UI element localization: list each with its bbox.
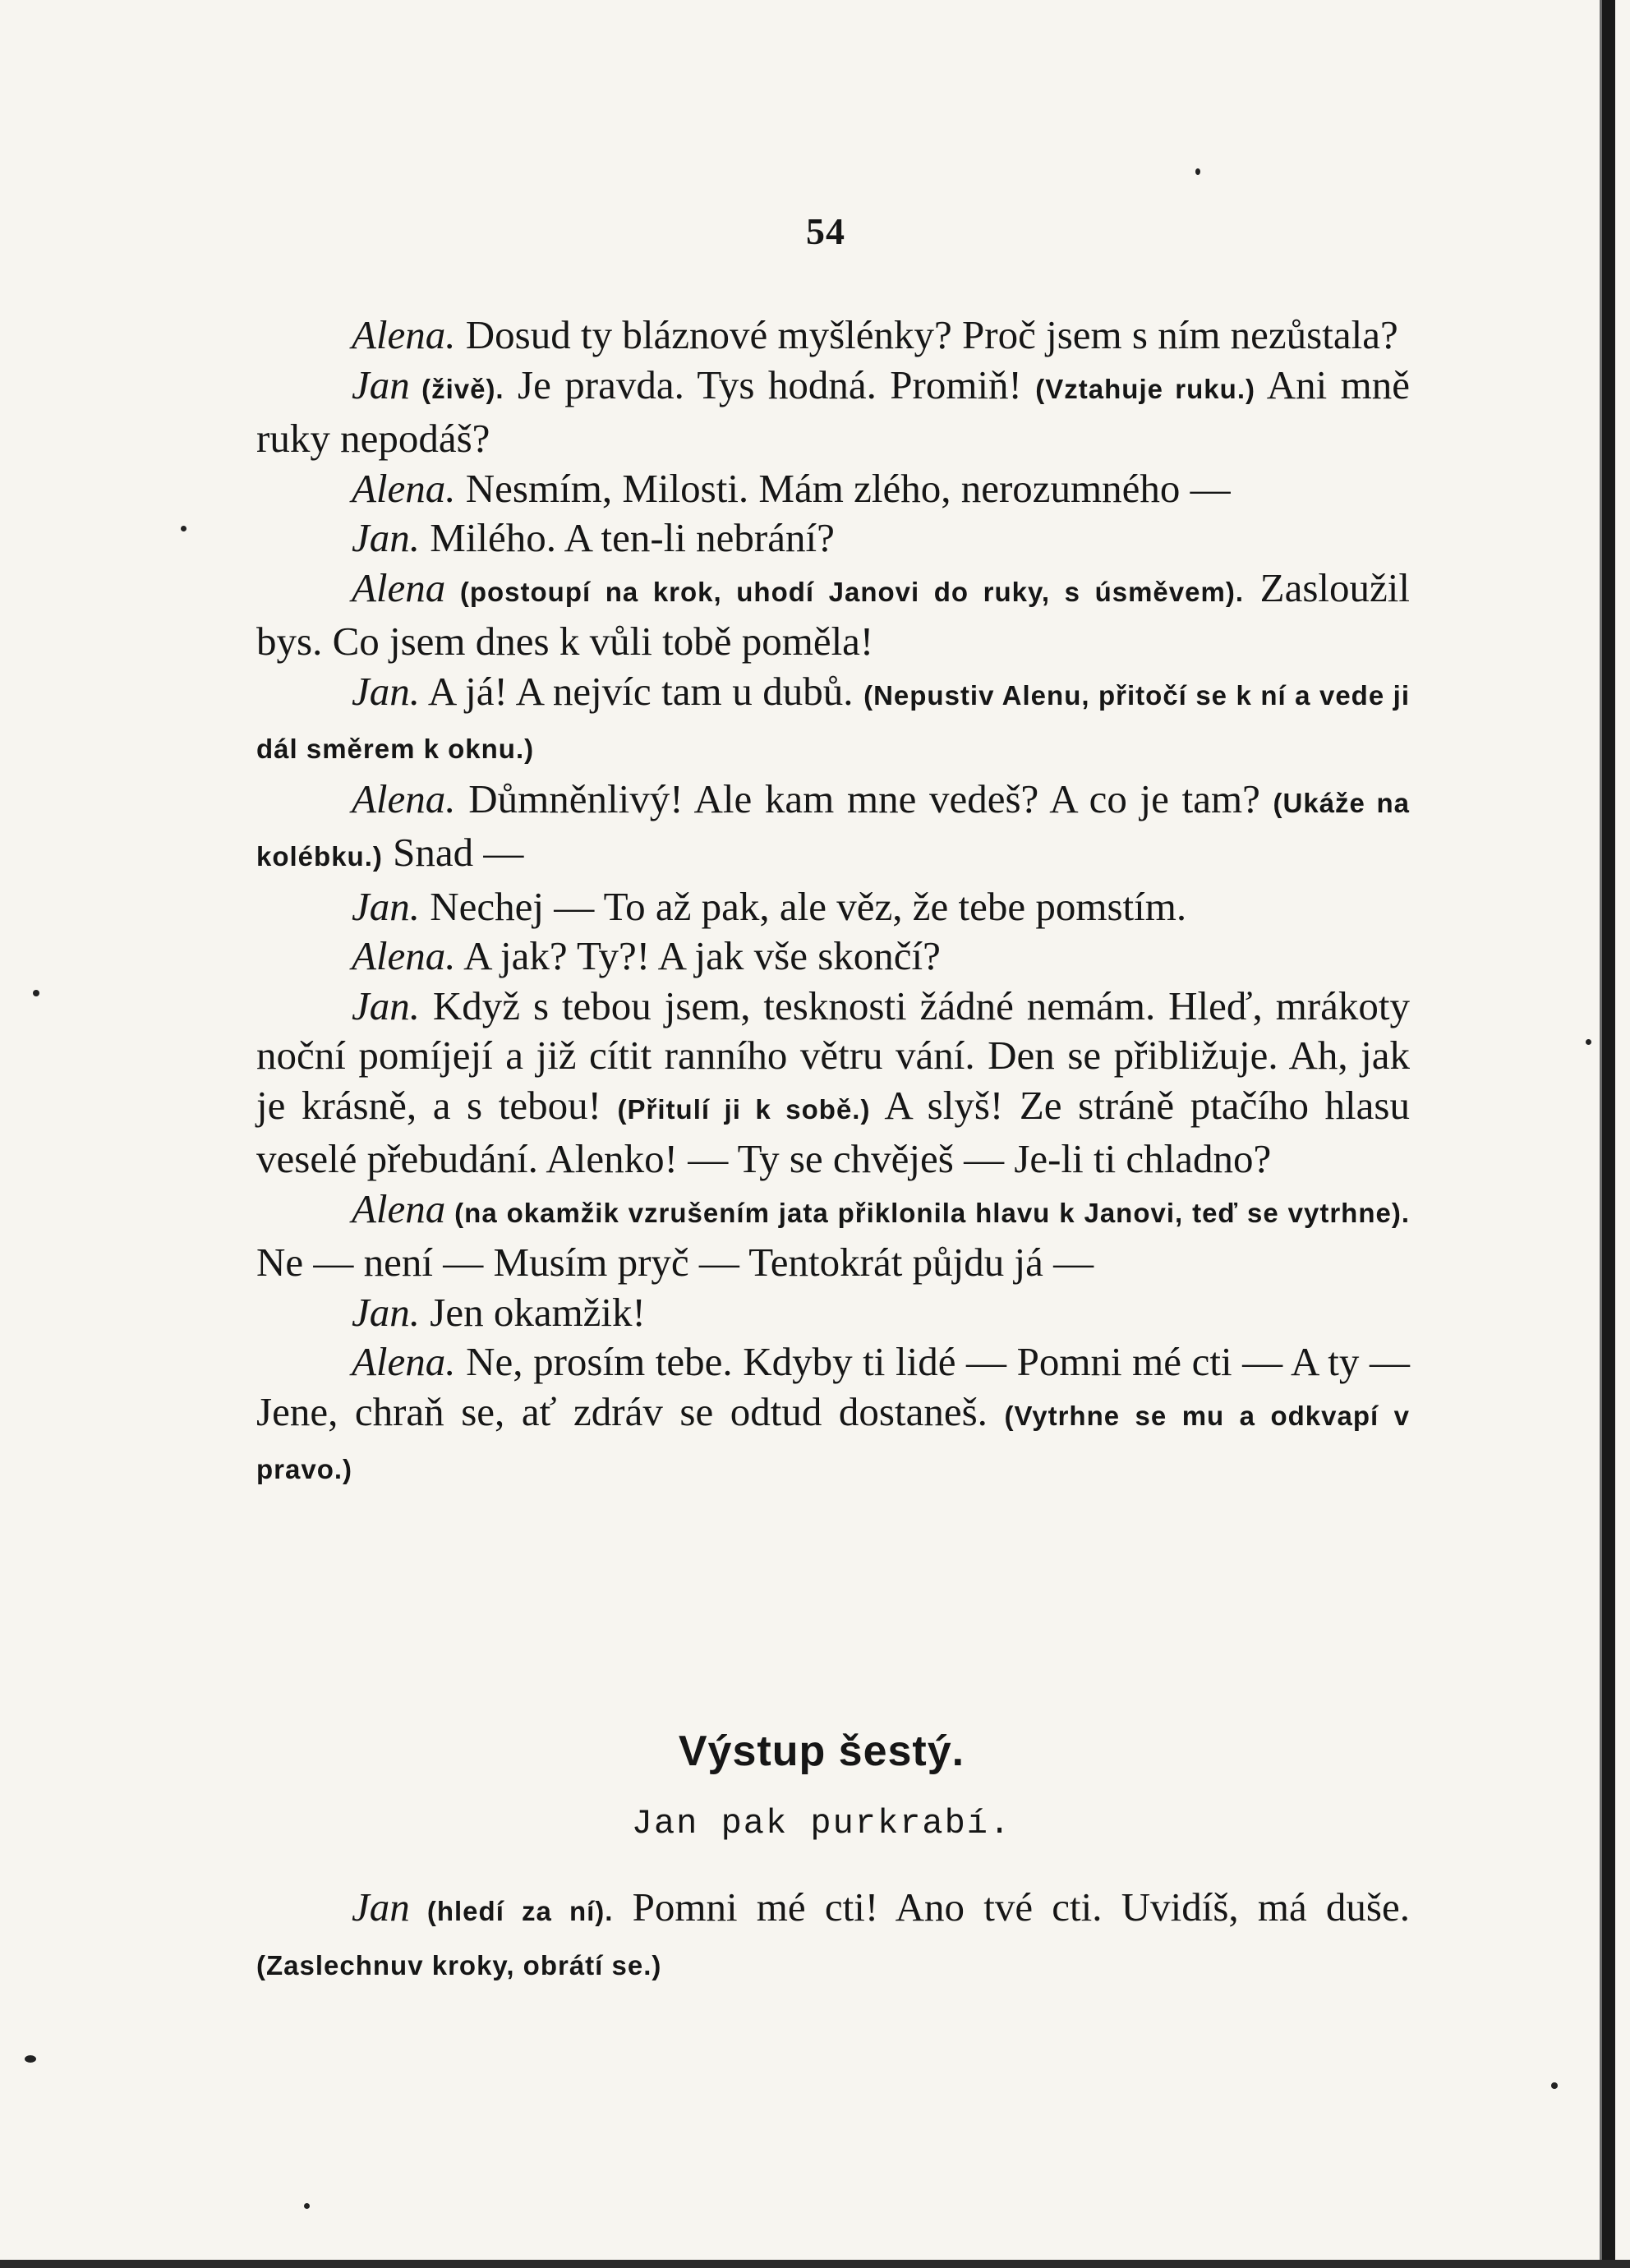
dialogue-paragraph (256, 882, 1410, 932)
scan-speck (1551, 2082, 1558, 2089)
speaker-name: Alena. (352, 312, 456, 357)
stage-direction: (Přitulí ji k sobě.) (617, 1093, 871, 1125)
speaker-name: Jan (352, 1884, 410, 1930)
scan-speck (25, 2055, 36, 2063)
stage-direction: (Ukáže na kolébku.) (256, 787, 1411, 872)
dialogue-paragraph (256, 982, 1410, 1185)
dialogue-paragraph (256, 564, 1410, 667)
speech-text: Ne — není — Musím pryč — Tentokrát půjdu já — (256, 1240, 1094, 1285)
speaker-name: Jan. (352, 982, 420, 1028)
speech-text: A jak? Ty?! A jak vše skončí? (455, 933, 941, 978)
stage-direction: (Vztahuje ruku.) (1035, 373, 1255, 404)
speech-text: A já! A nejvíc tam u dubů. (420, 668, 864, 714)
stage-direction: (hledí za ní). (409, 1896, 614, 1926)
speech-text: A slyš! Ze stráně ptačího hlasu veselé přebudání. Alenko! — Ty se chvěješ — Je-li ti chladno? (256, 1082, 1410, 1181)
stage-direction: (Vytrhne se mu a odkvapí v pravo.) (256, 1400, 1410, 1484)
page-number: 54 (806, 210, 845, 252)
scan-speck (33, 990, 39, 996)
dialogue-paragraph (256, 775, 1410, 882)
dialogue-paragraph (256, 932, 1410, 982)
scan-speck (1586, 1039, 1591, 1045)
stage-direction: (Nepustiv Alenu, přitočí se k ní a vede ji dál směrem k oknu.) (256, 679, 1410, 764)
stage-direction: (živě). (409, 373, 504, 404)
speech-text: Dosud ty bláznové myšlénky? Proč jsem s ním nezůstala? (455, 312, 1398, 357)
speaker-name: Jan. (352, 515, 420, 560)
stage-direction: (na okamžik vzrušením jata přiklonila hlavu k Janovi, teď se vytrhne). (445, 1197, 1410, 1228)
dialogue-paragraph (256, 361, 1410, 464)
scan-edge-bottom (0, 2260, 1630, 2268)
scan-speck (181, 526, 186, 531)
scan-speck (1195, 168, 1200, 175)
speech-text: Ne, prosím tebe. Kdyby ti lidé — Pomni mé cti — A ty — Jene, chraň se, ať zdráv se odtud dostaneš. (256, 1339, 1410, 1434)
speech-text: Důmněnlivý! Ale kam mne vedeš? A co je tam? (455, 775, 1273, 821)
speech-text: Zasloužil bys. Co jsem dnes k vůli tobě poměla! (256, 564, 1410, 664)
speaker-name: Alena. (352, 933, 456, 978)
scene-title: Výstup šestý. (678, 1727, 965, 1775)
scan-speck (304, 2203, 310, 2209)
speaker-name: Alena (352, 1185, 446, 1231)
speech-text: Snad — (382, 830, 524, 875)
speaker-name: Jan. (352, 668, 420, 714)
dialogue-paragraph (256, 667, 1410, 775)
speaker-name: Alena. (352, 465, 456, 511)
speech-text: Když s tebou jsem, tesknosti žádné nemám. Hleď, mrákoty noční pomíjejí a již cítit ranního větru vání. Den se přibližuje. Ah, jak je krásně, a s tebou! (256, 982, 1410, 1128)
dialogue-paragraph (256, 311, 1410, 361)
scene-cast: Jan pak purkrabí. (631, 1804, 1012, 1843)
speech-text: Je pravda. Tys hodná. Promiň! (504, 361, 1036, 407)
speech-text: Nechej — To až pak, ale věz, že tebe pomstím. (420, 883, 1187, 929)
speaker-name: Alena. (352, 775, 456, 821)
scan-edge-right (1602, 0, 1615, 2268)
speaker-name: Jan (352, 361, 410, 407)
speaker-name: Alena (352, 564, 446, 610)
speech-text: Milého. A ten-li nebrání? (420, 515, 835, 560)
dialogue-paragraph (256, 513, 1410, 564)
dialogue-paragraph (256, 1185, 1410, 1288)
speaker-name: Jan. (352, 1289, 420, 1335)
speaker-name: Jan. (352, 883, 420, 929)
speech-text: Pomni mé cti! Ano tvé cti. Uvidíš, má duše. (613, 1884, 1410, 1930)
speaker-name: Alena. (352, 1339, 456, 1384)
dialogue-block (256, 311, 1410, 1495)
dialogue-paragraph (256, 1337, 1410, 1495)
speech-text: Nesmím, Milosti. Mám zlého, nerozumného — (455, 465, 1231, 511)
speech-text: Jen okamžik! (420, 1289, 646, 1335)
dialogue-paragraph (256, 1883, 1410, 1990)
dialogue-block-2 (256, 1883, 1410, 1990)
speech-text: Ani mně ruky nepodáš? (256, 361, 1410, 461)
dialogue-paragraph (256, 464, 1410, 514)
stage-direction: (postoupí na krok, uhodí Janovi do ruky, s úsměvem). (445, 576, 1244, 607)
stage-direction: (Zaslechnuv kroky, obrátí se.) (256, 1949, 662, 1980)
dialogue-paragraph (256, 1288, 1410, 1338)
